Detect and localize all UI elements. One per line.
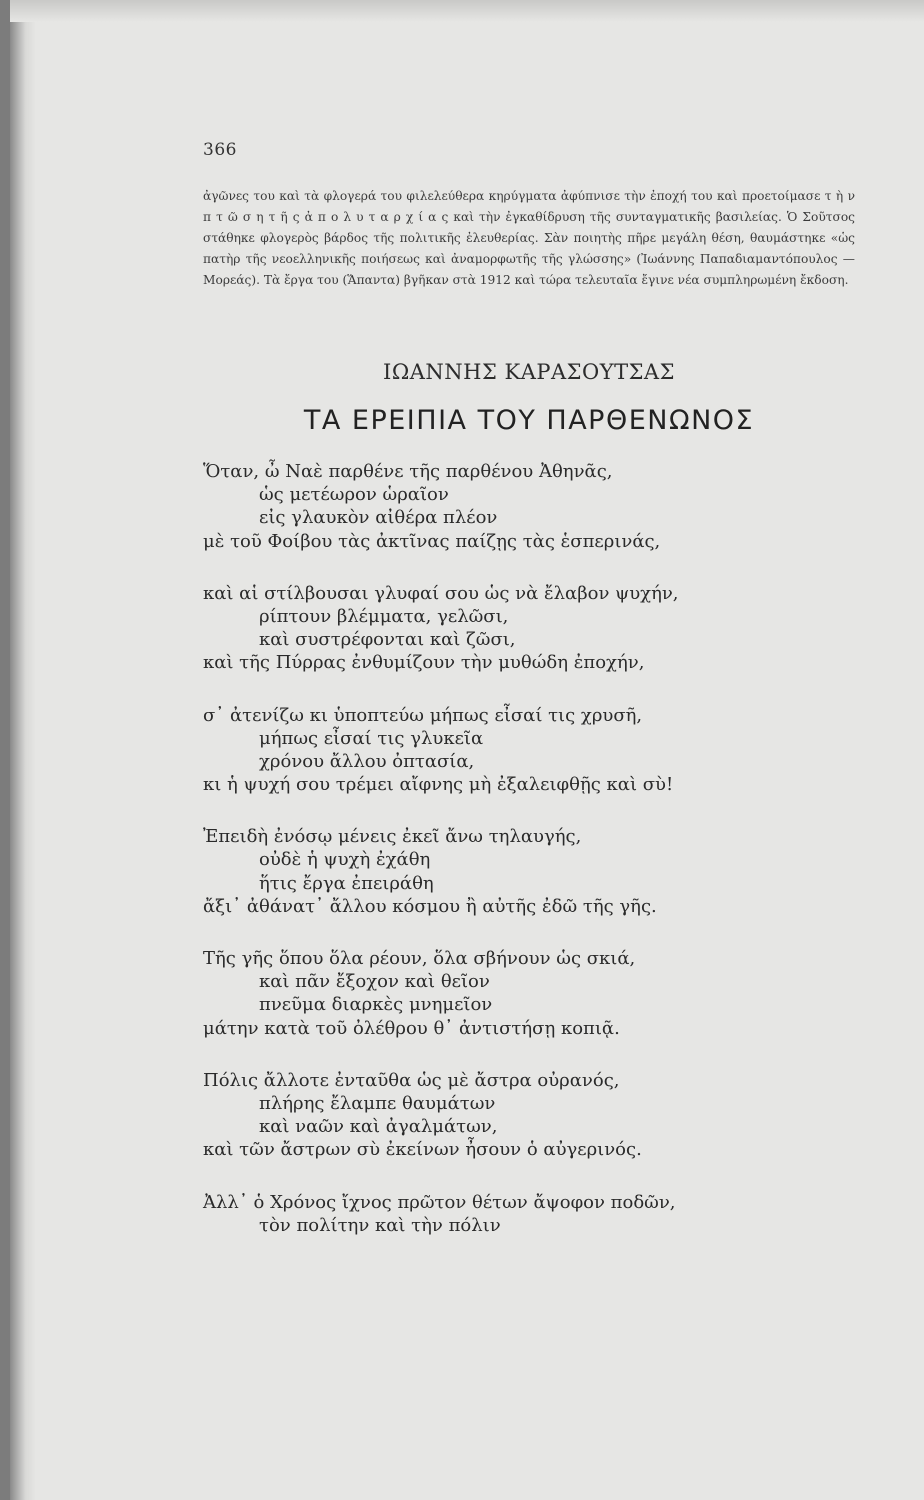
poem-line: χρόνου ἄλλου ὀπτασία,: [259, 750, 475, 772]
poem-title: ΤΑ ΕΡΕΙΠΙΑ ΤΟΥ ΠΑΡΘΕΝΩΝΟΣ: [303, 405, 755, 436]
stanza: [203, 460, 903, 553]
poem-line: καὶ ναῶν καὶ ἀγαλμάτων,: [259, 1116, 498, 1138]
poem-line: τὸν πολίτην καὶ τὴν πόλιν: [259, 1214, 501, 1236]
stanza: [203, 825, 903, 918]
page-binding-shadow: [10, 0, 36, 1500]
poem-body: [203, 460, 903, 1266]
stanza: [203, 1191, 903, 1237]
poem-author: ΙΩΑΝΝΗΣ ΚΑΡΑΣΟΥΤΣΑΣ: [383, 360, 675, 384]
poem-line: κι ἡ ψυχή σου τρέμει αἴφνης μὴ ἐξαλειφθῇς καὶ σὺ!: [203, 774, 674, 796]
poem-line: οὐδὲ ἡ ψυχὴ ἐχάθη: [259, 849, 431, 871]
stanza: [203, 582, 903, 675]
poem-line: πλήρης ἔλαμπε θαυμάτων: [259, 1092, 496, 1114]
poem-line: μάτην κατὰ τοῦ ὀλέθρου θ᾽ ἀντιστήσῃ κοπιᾷ.: [203, 1017, 620, 1039]
poem-line: μήπως εἶσαί τις γλυκεῖα: [259, 727, 484, 749]
stanza: [203, 1069, 903, 1162]
poem-line: ἄξι᾽ ἀθάνατ᾽ ἄλλου κόσμου ἢ αὐτῆς ἐδῶ τῆς γῆς.: [203, 895, 657, 917]
poem-line: καὶ τῆς Πύρρας ἐνθυμίζουν τὴν μυθώδη ἐποχήν,: [203, 652, 645, 674]
poem-line: πνεῦμα διαρκὲς μνημεῖον: [259, 994, 493, 1016]
poem-line: ρίπτουν βλέμματα, γελῶσι,: [259, 605, 509, 627]
poem-line: σ᾽ ἀτενίζω κι ὑποπτεύω μήπως εἶσαί τις χρυσῆ,: [203, 704, 643, 726]
poem-line: Τῆς γῆς ὅπου ὅλα ρέουν, ὅλα σβήνουν ὡς σκιά,: [203, 948, 636, 969]
poem-line: ὡς μετέωρον ὡραῖον: [259, 484, 449, 506]
poem-line: ἥτις ἔργα ἐπειράθη: [259, 872, 434, 894]
poem-line: μὲ τοῦ Φοίβου τὰς ἀκτῖνας παίζῃς τὰς ἑσπερινάς,: [203, 530, 661, 552]
poem-line: καὶ συστρέφονται καὶ ζῶσι,: [259, 629, 516, 651]
page-top-shadow: [10, 0, 924, 22]
poem-line: Ἐπειδὴ ἐνόσῳ μένεις ἐκεῖ ἄνω τηλαυγής,: [203, 826, 582, 848]
poem-line: καὶ πᾶν ἔξοχον καὶ θεῖον: [259, 971, 490, 993]
intro-text: ἀγῶνες του καὶ τὰ φλογερά του φιλελεύθερα κηρύγματα ἀφύπνισε τὴν ἐποχή του καὶ προετοίμασε τ ὴ ν π τ ῶ σ η τ ῆ ς ἀ π ο λ υ τ α ρ χ ί α ς καὶ τὴν ἐγκαθίδρυση τῆς συνταγματικῆς βασιλείας. Ὁ Σοῦτσος στάθηκε φλογερὸς βάρδος τῆς πολιτικῆς ἐλευθερίας. Σὰν ποιητὴς πῆρε μεγάλη θέση, θαυμάστηκε «ὡς πατὴρ τῆς νεοελληνικῆς ποιήσεως καὶ ἀναμορφωτῆς τῆς γλώσσης» (Ἰωάννης Παπαδιαμαντόπουλος — Μορεάς). Τὰ ἔργα του (Ἅπαντα) βγῆκαν στὰ 1912 καὶ τώρα τελευταῖα ἔγινε νέα συμπληρωμένη ἔκδοση.: [203, 189, 855, 288]
stanza: [203, 704, 903, 797]
page-number: 366: [203, 140, 237, 160]
poem-line: εἰς γλαυκὸν αἰθέρα πλέον: [259, 507, 498, 529]
poem-line: καὶ τῶν ἄστρων σὺ ἐκείνων ἦσουν ὁ αὐγερινός.: [203, 1139, 642, 1161]
intro-paragraph: [203, 186, 855, 291]
book-page: [10, 0, 924, 1500]
poem-line: καὶ αἱ στίλβουσαι γλυφαί σου ὡς νὰ ἔλαβον ψυχήν,: [203, 582, 679, 604]
poem-line: Ἀλλ᾽ ὁ Χρόνος ἴχνος πρῶτον θέτων ἄψοφον ποδῶν,: [203, 1191, 676, 1213]
stanza: [203, 947, 903, 1040]
poem-line: Ὅταν, ὦ Ναὲ παρθένε τῆς παρθένου Ἀθηνᾶς,: [203, 461, 613, 482]
poem-line: Πόλις ἄλλοτε ἐνταῦθα ὡς μὲ ἄστρα οὐρανός,: [203, 1069, 620, 1091]
